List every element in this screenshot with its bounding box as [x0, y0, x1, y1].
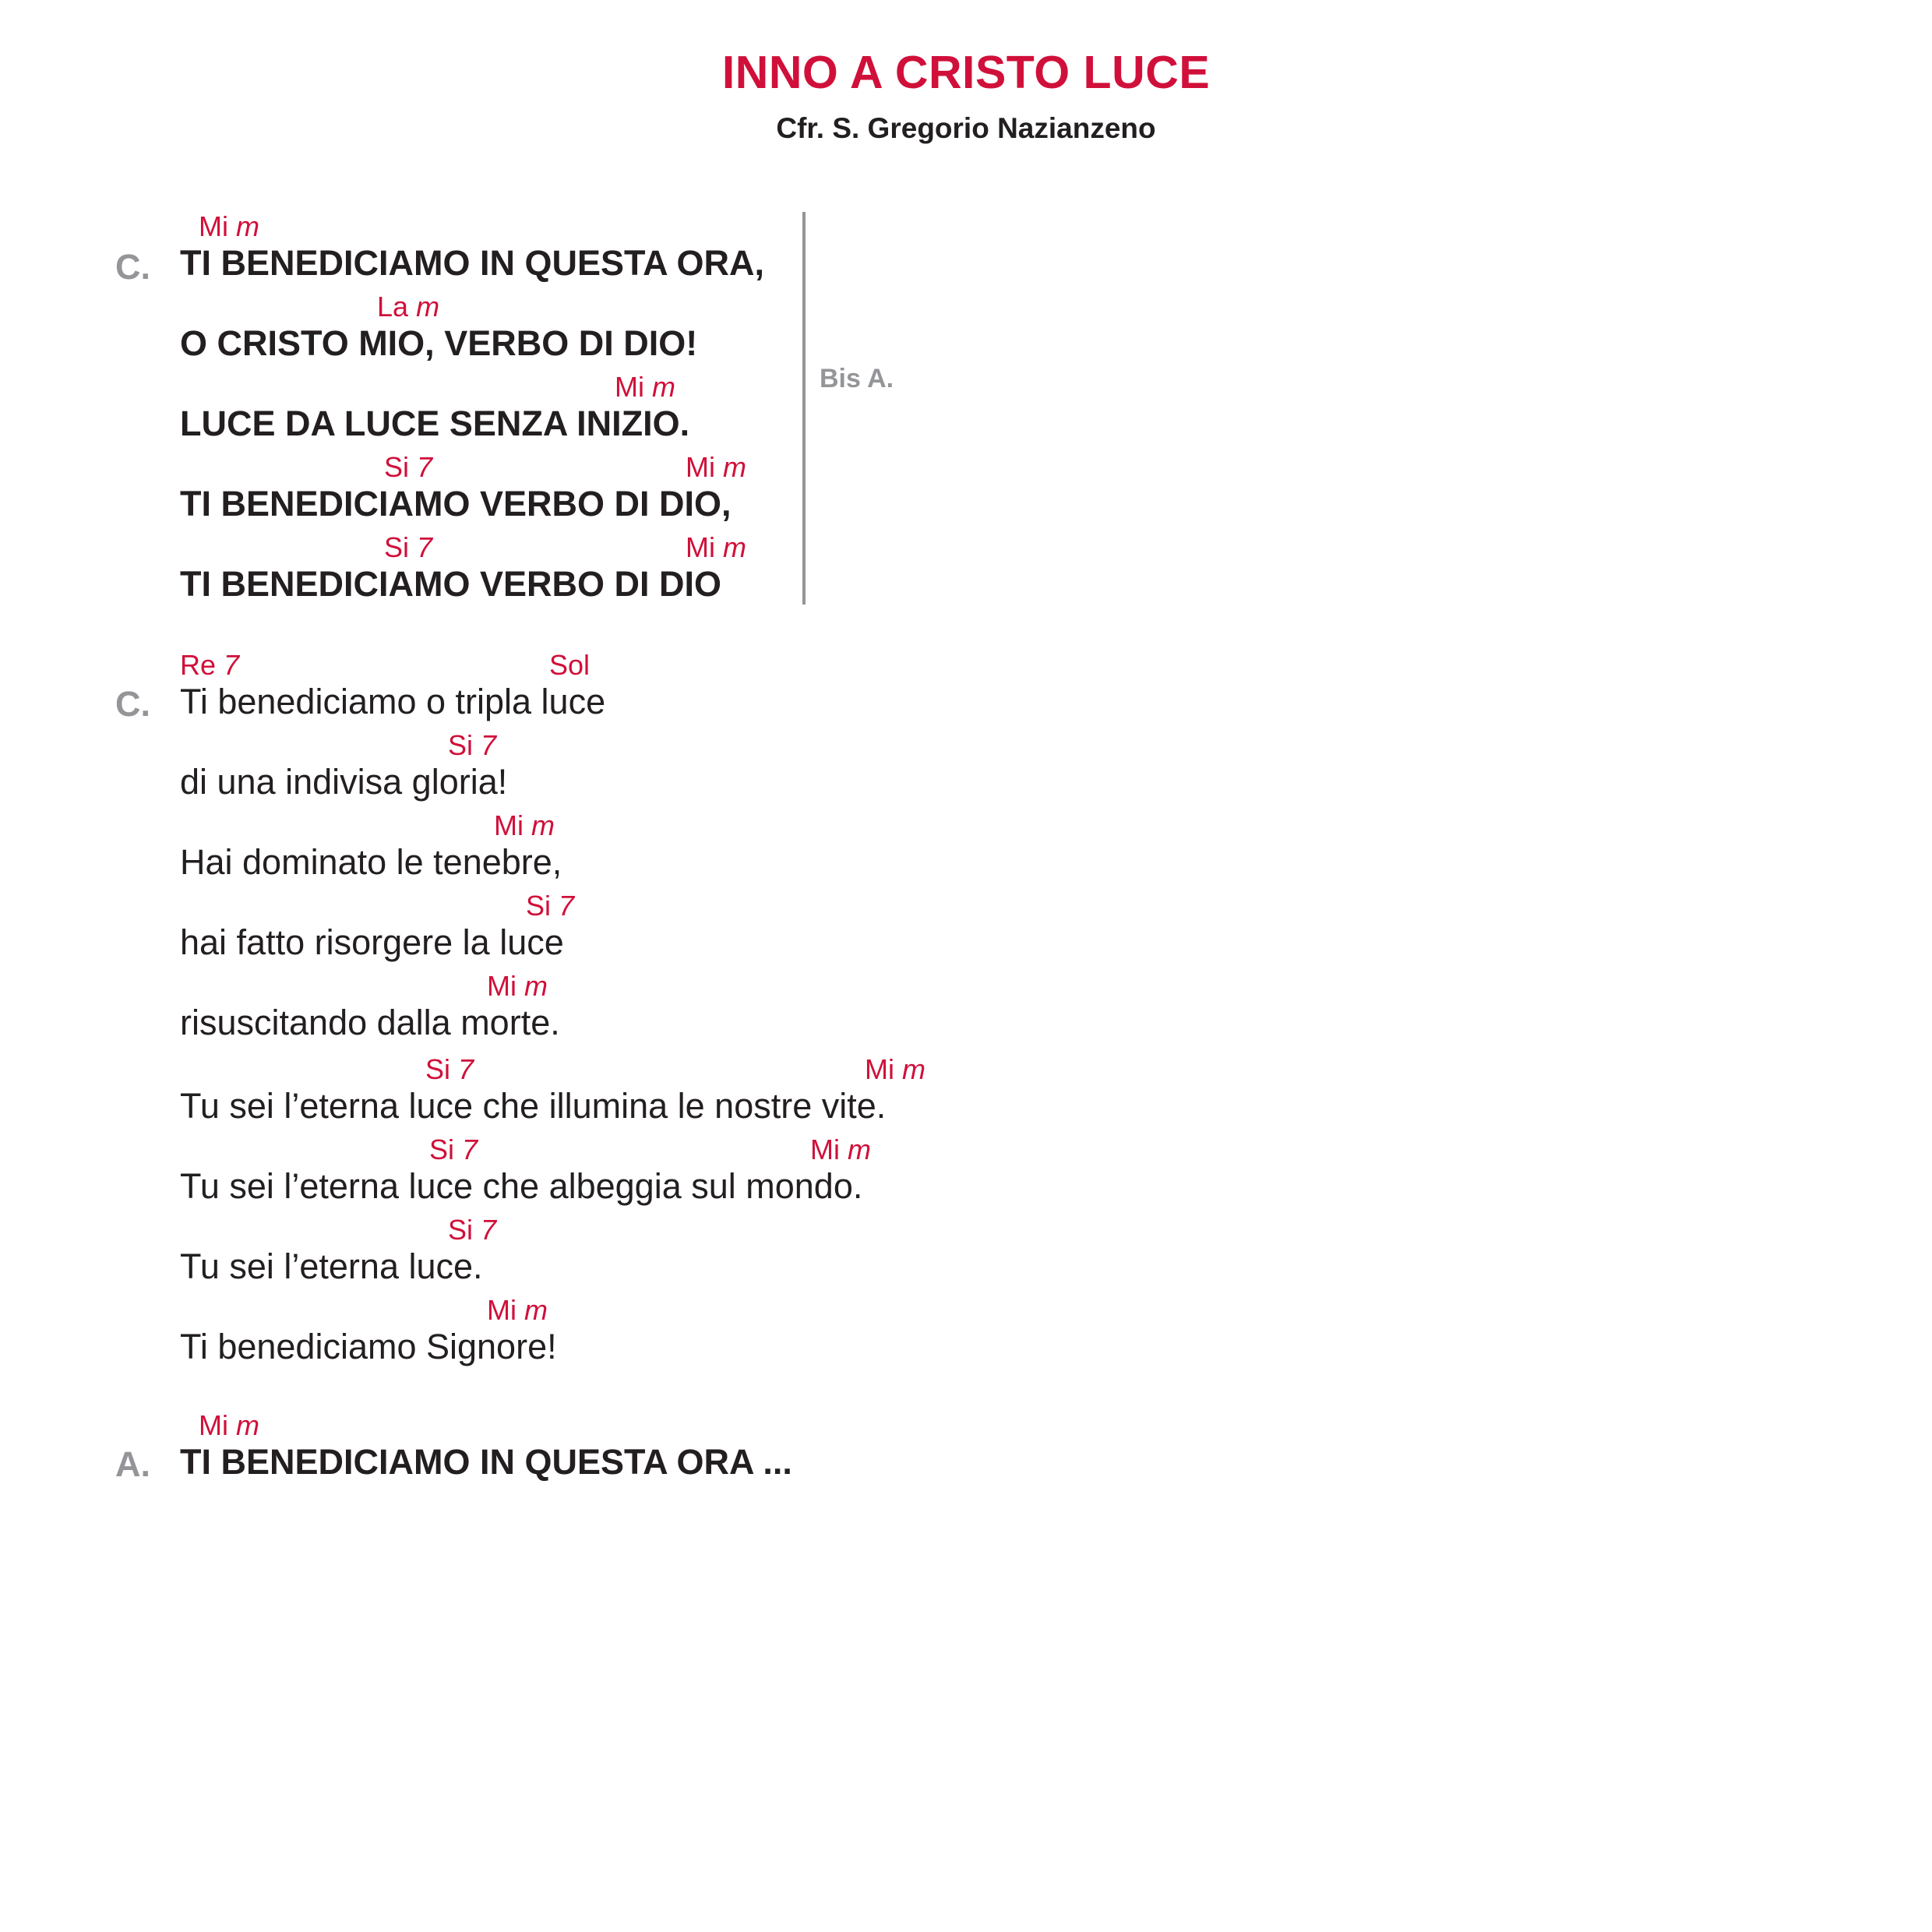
section-label-c1: C. — [115, 247, 150, 287]
lyric-line: O CRISTO MIO, VERBO DI DIO! — [180, 323, 698, 363]
chord-mi-minor: Mi m — [810, 1133, 872, 1165]
lyric-line: TI BENEDICIAMO VERBO DI DIO, — [180, 484, 732, 524]
chord-mi-minor: Mi m — [487, 1294, 548, 1326]
chord-mi-minor: Mi m — [865, 1053, 926, 1085]
bis-label: Bis A. — [820, 364, 894, 393]
song-subtitle: Cfr. S. Gregorio Nazianzeno — [776, 112, 1156, 144]
chord-si-seven: Si 7 — [384, 451, 433, 483]
lyric-line: Hai dominato le tenebre, — [180, 842, 562, 882]
chord-mi-minor: Mi m — [487, 970, 548, 1002]
lyric-line: LUCE DA LUCE SENZA INIZIO. — [180, 404, 690, 443]
chord-si-seven: Si 7 — [526, 890, 575, 922]
chord-mi-minor: Mi m — [199, 1409, 260, 1441]
chord-si-seven: Si 7 — [425, 1053, 474, 1085]
section-label-a: A. — [115, 1444, 150, 1484]
chord-la-minor: La m — [377, 291, 440, 323]
chord-si-seven: Si 7 — [448, 729, 497, 761]
lyric-line: Ti benediciamo Signore! — [180, 1327, 557, 1366]
chord-re-seven: Re 7 — [180, 649, 240, 681]
chord-si-seven: Si 7 — [384, 531, 433, 563]
section-label-c2: C. — [115, 684, 150, 724]
song-title: INNO A CRISTO LUCE — [721, 47, 1211, 98]
chord-mi-minor: Mi m — [494, 809, 555, 841]
lyric-line: TI BENEDICIAMO IN QUESTA ORA, — [180, 243, 765, 283]
lyric-line: Ti benediciamo o tripla luce — [180, 682, 606, 721]
lyric-line: Tu sei l’eterna luce. — [180, 1246, 483, 1286]
lyric-line: hai fatto risorgere la luce — [180, 922, 564, 962]
lyric-line: di una indivisa gloria! — [180, 762, 508, 802]
bis-bracket-line — [802, 212, 806, 605]
chord-si-seven: Si 7 — [429, 1133, 478, 1165]
chord-mi-minor: Mi m — [199, 210, 260, 242]
lyric-line: TI BENEDICIAMO VERBO DI DIO — [180, 564, 722, 604]
chord-mi-minor: Mi m — [686, 531, 747, 563]
chord-sol: Sol — [549, 649, 591, 681]
lyric-line: TI BENEDICIAMO IN QUESTA ORA ... — [180, 1442, 792, 1482]
lyric-line: Tu sei l’eterna luce che albeggia sul mondo. — [180, 1166, 863, 1206]
lyric-line: Tu sei l’eterna luce che illumina le nostre vite. — [180, 1086, 887, 1126]
chord-mi-minor: Mi m — [686, 451, 747, 483]
chord-si-seven: Si 7 — [448, 1214, 497, 1246]
lyric-line: risuscitando dalla morte. — [180, 1003, 560, 1042]
chord-mi-minor: Mi m — [615, 371, 676, 403]
